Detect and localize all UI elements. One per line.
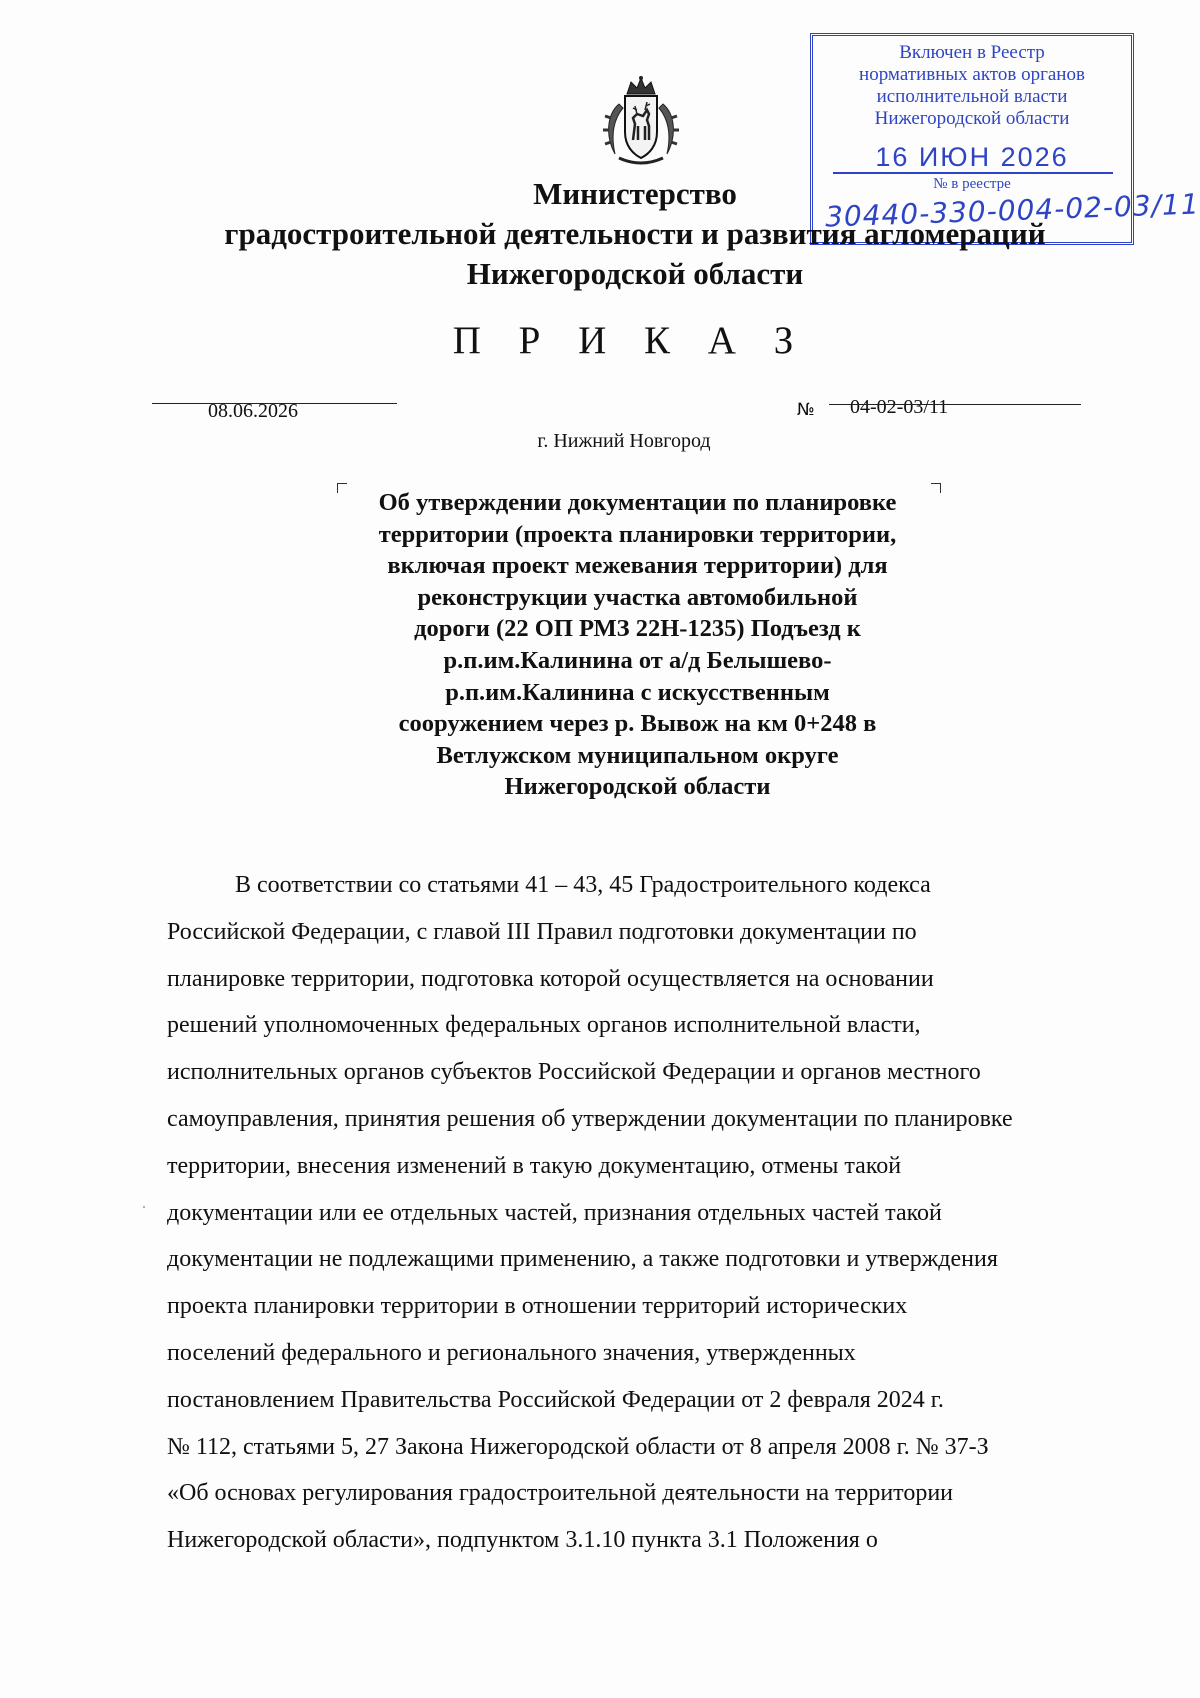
stamp-date: 16 ИЮН 2026 (875, 142, 1069, 172)
body-line: «Об основах регулирования градостроительной деятельности на территории (167, 1480, 954, 1507)
title-line: р.п.им.Калинина с искусственным (445, 678, 830, 706)
body-line: территории, внесения изменений в такую документацию, отмены такой (167, 1152, 902, 1179)
number-sign: № (797, 400, 815, 420)
body-line: Нижегородской области», подпунктом 3.1.10 пункта 3.1 Положения о (167, 1527, 878, 1554)
document-type: П Р И К А З (452, 319, 808, 362)
title-line: реконструкции участка автомобильной (417, 583, 858, 611)
ministry-heading-line: Нижегородской области (466, 256, 804, 291)
order-date: 08.06.2026 (208, 400, 298, 422)
title-line: Об утверждении документации по планировке (378, 489, 897, 516)
body-line: поселений федерального и регионального значения, утвержденных (167, 1339, 856, 1366)
body-line: документации или ее отдельных частей, признания отдельных частей такой (167, 1199, 942, 1226)
title-line: Нижегородской области (504, 773, 771, 801)
number-underline (829, 404, 1081, 405)
body-line: В соответствии со статьями 41 – 43, 45 Градостроительного кодекса (235, 872, 931, 898)
stamp-line: нормативных актов органов (859, 64, 1085, 85)
title-line: р.п.им.Калинина от а/д Белышево- (443, 646, 832, 674)
stamp-line: Включен в Реестр (899, 42, 1045, 63)
order-body (167, 862, 1111, 1564)
title-line: дороги (22 ОП РМЗ 22Н-1235) Подъезд к (414, 615, 861, 643)
body-line: исполнительных органов субъектов Российской Федерации и органов местного (167, 1059, 981, 1086)
body-line: постановлением Правительства Российской Федерации от 2 февраля 2024 г. (167, 1386, 944, 1413)
body-line: планировке территории, подготовка которой осуществляется на основании (167, 965, 934, 992)
body-line: документации не подлежащими применению, а также подготовки и утверждения (167, 1246, 998, 1273)
city: г. Нижний Новгород (537, 430, 711, 452)
stamp-registry-number: 30440-330-004-02-03/11 (824, 187, 1200, 234)
body-line: № 112, статьями 5, 27 Закона Нижегородской области от 8 апреля 2008 г. № 37-З (167, 1433, 989, 1460)
body-line: решений уполномоченных федеральных органов исполнительной власти, (167, 1012, 921, 1039)
scan-speck (143, 1206, 145, 1208)
body-line: самоуправления, принятия решения об утверждении документации по планировке (167, 1105, 1013, 1132)
date-underline (152, 403, 397, 404)
order-title (330, 487, 945, 803)
stamp-line: Нижегородской области (874, 108, 1070, 129)
stamp-registry-label: № в реестре (933, 176, 1011, 192)
title-line: Ветлужском муниципальном округе (436, 741, 839, 769)
ministry-heading-line: Министерство (533, 176, 737, 211)
body-line: проекта планировки территории в отношении территорий исторических (167, 1293, 908, 1320)
stamp-line: исполнительной власти (876, 86, 1068, 107)
coat-of-arms-emblem (593, 74, 689, 170)
body-line: Российской Федерации, с главой III Правил подготовки документации по (167, 918, 917, 945)
title-line: включая проект межевания территории) для (387, 552, 888, 580)
ministry-heading-line: градостроительной деятельности и развития агломераций (224, 216, 1046, 251)
title-line: сооружением через р. Вывож на км 0+248 в (398, 710, 877, 738)
order-number: 04-02-03/11 (850, 396, 949, 418)
title-line: территории (проекта планировки территории, (378, 520, 897, 548)
